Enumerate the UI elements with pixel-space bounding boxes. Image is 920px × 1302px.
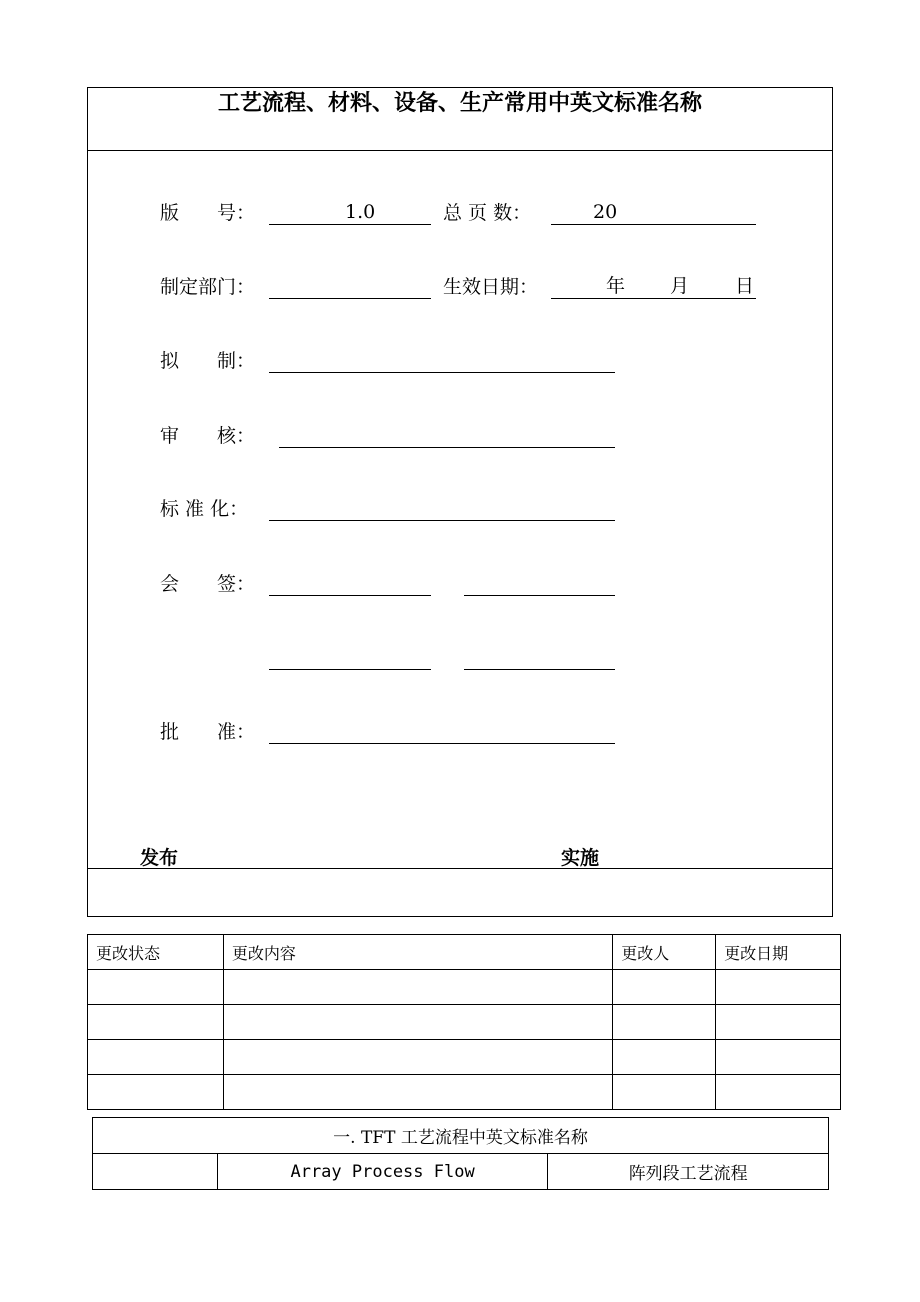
revision-table	[87, 934, 841, 1110]
countersign-label: 会 签：	[160, 573, 256, 595]
title-divider	[87, 150, 833, 151]
version-label: 版 号：	[160, 202, 256, 224]
section-heading-row	[93, 1118, 829, 1154]
table-cell[interactable]	[613, 1040, 716, 1075]
table-row	[88, 1040, 841, 1075]
revision-header-row	[88, 935, 841, 970]
chinese-name-cell: 阵列段工艺流程	[548, 1154, 829, 1190]
table-row	[88, 970, 841, 1005]
version-value: 1.0	[345, 201, 376, 223]
table-cell	[93, 1154, 218, 1190]
english-name-cell: Array Process Flow	[217, 1154, 548, 1190]
footer-divider	[87, 868, 833, 869]
table-cell[interactable]	[613, 1005, 716, 1040]
header-change-status: 更改状态	[88, 935, 224, 970]
approved-label: 批 准：	[160, 721, 256, 743]
total-pages-value: 20	[593, 201, 618, 223]
countersign-field-1[interactable]	[269, 571, 431, 596]
standardized-label: 标 准 化：	[160, 498, 249, 520]
drafted-label: 拟 制：	[160, 350, 256, 372]
table-cell[interactable]	[716, 1075, 841, 1110]
effective-date-field[interactable]	[551, 274, 756, 299]
process-flow-table	[92, 1117, 829, 1190]
section-heading: 一. TFT 工艺流程中英文标准名称	[93, 1118, 829, 1154]
month-label: 月	[670, 275, 690, 297]
table-cell[interactable]	[88, 970, 224, 1005]
table-row	[93, 1154, 829, 1190]
countersign-field-3[interactable]	[269, 645, 431, 670]
countersign-field-4[interactable]	[464, 645, 615, 670]
total-pages-label: 总 页 数：	[443, 202, 532, 224]
day-label: 日	[735, 275, 755, 297]
table-cell[interactable]	[223, 1075, 612, 1110]
document-title: 工艺流程、材料、设备、生产常用中英文标准名称	[217, 91, 702, 116]
reviewed-label: 审 核：	[160, 425, 256, 447]
drafted-field[interactable]	[269, 348, 615, 373]
approved-field[interactable]	[269, 719, 615, 744]
table-cell[interactable]	[88, 1040, 224, 1075]
table-cell[interactable]	[716, 1040, 841, 1075]
header-changed-by: 更改人	[613, 935, 716, 970]
table-cell[interactable]	[716, 1005, 841, 1040]
standardized-field[interactable]	[269, 496, 615, 521]
total-pages-field[interactable]	[551, 200, 756, 225]
table-cell[interactable]	[716, 970, 841, 1005]
publish-label: 发布	[140, 847, 179, 869]
table-cell[interactable]	[223, 1040, 612, 1075]
header-change-content: 更改内容	[223, 935, 612, 970]
table-cell[interactable]	[88, 1075, 224, 1110]
reviewed-field[interactable]	[279, 423, 615, 448]
table-row	[88, 1075, 841, 1110]
dept-label: 制定部门：	[160, 276, 256, 298]
version-field[interactable]	[269, 200, 431, 225]
table-row	[88, 1005, 841, 1040]
countersign-field-2[interactable]	[464, 571, 615, 596]
table-cell[interactable]	[223, 1005, 612, 1040]
table-cell[interactable]	[223, 970, 612, 1005]
implement-label: 实施	[561, 847, 600, 869]
dept-field[interactable]	[269, 274, 431, 299]
year-label: 年	[606, 275, 626, 297]
table-cell[interactable]	[613, 1075, 716, 1110]
header-change-date: 更改日期	[716, 935, 841, 970]
table-cell[interactable]	[613, 970, 716, 1005]
table-cell[interactable]	[88, 1005, 224, 1040]
effective-date-label: 生效日期：	[443, 276, 539, 298]
